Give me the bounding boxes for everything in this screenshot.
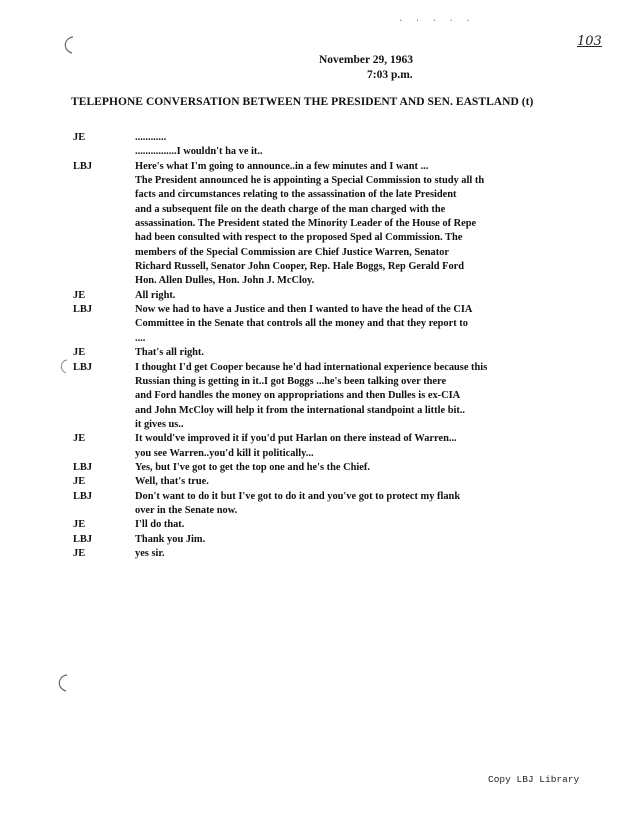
transcript-line <box>73 418 633 432</box>
document-date: November 29, 1963 <box>319 54 414 66</box>
transcript-line <box>73 274 633 288</box>
transcript-line <box>73 447 633 461</box>
transcript-line <box>73 475 633 489</box>
spoken-text: Committee in the Senate that controls all the money and that they report to <box>135 318 468 330</box>
transcript-line <box>73 389 633 403</box>
spoken-text: ................I wouldn't ha ve it.. <box>135 146 263 158</box>
transcript-line <box>73 188 633 202</box>
transcript-line <box>73 504 633 518</box>
spoken-text: I'll do that. <box>135 519 185 531</box>
spoken-text: Hon. Allen Dulles, Hon. John J. McCloy. <box>135 275 315 287</box>
speaker-label: JE <box>73 476 86 488</box>
spoken-text: you see Warren..you'd kill it politically... <box>135 447 314 459</box>
spoken-text: assassination. The President stated the Minority Leader of the House of Repe <box>135 218 477 230</box>
spoken-text: It would've improved it if you'd put Harlan on there instead of Warren... <box>135 433 457 445</box>
transcript-line <box>73 203 633 217</box>
transcript-line <box>73 231 633 245</box>
spoken-text: Don't want to do it but I've got to do it and you've got to protect my flank <box>135 490 461 502</box>
speaker-label: JE <box>73 433 86 445</box>
spoken-text: Well, that's true. <box>135 476 209 488</box>
speaker-label: LBJ <box>73 461 93 473</box>
transcript-line <box>73 547 633 561</box>
transcript-line <box>73 533 633 547</box>
transcript <box>73 131 633 561</box>
speaker-label: LBJ <box>73 490 93 502</box>
speaker-label: JE <box>73 132 86 143</box>
spoken-text: had been consulted with respect to the proposed Sped al Commission. The <box>135 232 463 244</box>
transcript-line <box>73 174 633 188</box>
transcript-line <box>73 432 633 446</box>
spoken-text: and a subsequent file on the death charge of the man charged with the <box>135 203 446 215</box>
spoken-text: Here's what I'm going to announce..in a few minutes and I want ... <box>135 160 429 172</box>
transcript-line <box>73 289 633 303</box>
spoken-text: and Ford handles the money on appropriations and then Dulles is ex-CIA <box>135 390 461 402</box>
top-margin-dots: . . . . . <box>398 14 474 24</box>
transcript-line <box>73 361 633 375</box>
speaker-label: LBJ <box>73 361 93 373</box>
punch-hole-mark-bottom <box>52 672 72 694</box>
speaker-label: LBJ <box>73 160 93 172</box>
transcript-line <box>73 490 633 504</box>
speaker-label: JE <box>73 289 86 301</box>
transcript-line <box>73 461 633 475</box>
document-time: 7:03 p.m. <box>367 69 413 81</box>
transcript-line <box>73 260 633 274</box>
spoken-text: Richard Russell, Senator John Cooper, Rep. Hale Boggs, Rep Gerald Ford <box>135 261 465 273</box>
spoken-text: and John McCloy will help it from the international standpoint a little bit.. <box>135 404 466 416</box>
speaker-label: JE <box>73 519 86 531</box>
transcript-line <box>73 217 633 231</box>
punch-hole-mark-top <box>58 34 78 56</box>
spoken-text: Now we had to have a Justice and then I wanted to have the head of the CIA <box>135 304 473 316</box>
spoken-text: over in the Senate now. <box>135 504 238 516</box>
transcript-line <box>73 518 633 532</box>
transcript-line <box>73 131 633 145</box>
spoken-text: Russian thing is getting in it..I got Boggs ...he's been talking over there <box>135 375 447 387</box>
spoken-text: it gives us.. <box>135 418 184 430</box>
spoken-text: I thought I'd get Cooper because he'd had international experience because this <box>135 361 488 373</box>
speaker-label: JE <box>73 347 86 359</box>
spoken-text: ............ <box>135 132 167 143</box>
transcript-line <box>73 332 633 346</box>
spoken-text: That's all right. <box>135 347 204 359</box>
spoken-text: members of the Special Commission are Chief Justice Warren, Senator <box>135 246 449 258</box>
page-number: 103 <box>577 34 602 49</box>
spoken-text: .... <box>135 332 146 344</box>
transcript-line <box>73 375 633 389</box>
spoken-text: The President announced he is appointing a Special Commission to study all th <box>135 175 485 187</box>
punch-hole-mark-middle <box>56 358 70 376</box>
transcript-line <box>73 317 633 331</box>
spoken-text: Thank you Jim. <box>135 533 206 545</box>
spoken-text: facts and circumstances relating to the assassination of the late President <box>135 189 457 201</box>
footer-library-stamp: Copy LBJ Library <box>488 774 580 785</box>
transcript-line <box>73 145 633 159</box>
spoken-text: All right. <box>135 289 176 301</box>
transcript-line <box>73 246 633 260</box>
spoken-text: yes sir. <box>135 547 165 559</box>
transcript-line <box>73 404 633 418</box>
document-title: TELEPHONE CONVERSATION BETWEEN THE PRESIDENT AND SEN. EASTLAND (t) <box>71 96 534 108</box>
transcript-line <box>73 303 633 317</box>
spoken-text: Yes, but I've got to get the top one and he's the Chief. <box>135 461 370 473</box>
speaker-label: LBJ <box>73 533 93 545</box>
transcript-line <box>73 346 633 360</box>
speaker-label: LBJ <box>73 304 93 316</box>
speaker-label: JE <box>73 547 86 559</box>
transcript-line <box>73 160 633 174</box>
